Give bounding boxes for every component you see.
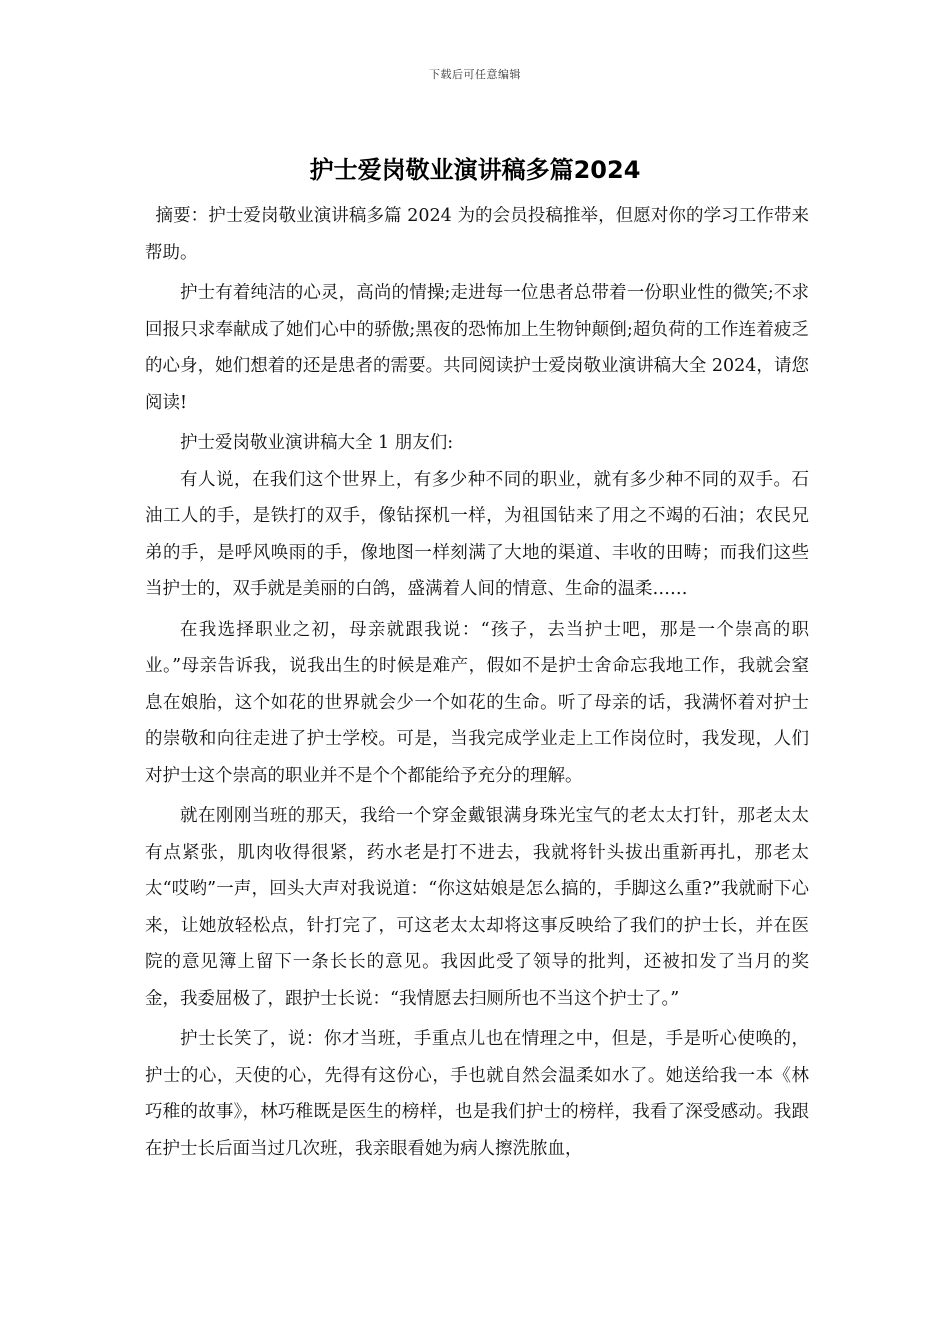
body-paragraph: 就在刚刚当班的那天，我给一个穿金戴银满身珠光宝气的老太太打针，那老太太有点紧张，肌肉收得很紧，药水老是打不进去，我就将针头拔出重新再扎，那老太太“哎哟”一声，回头大声对我说道：“你这姑娘是怎么搞的，手脚这么重?”我就耐下心来，让她放轻松点，针打完了，可这老太太却将这事反映给了我们的护士长，并在医院的意见簿上留下一条长长的意见。我因此受了领导的批判，还被扣发了当月的奖金，我委屈极了，跟护士长说：“我情愿去扫厕所也不当这个护士了。” [145, 806, 809, 1009]
section-heading: 护士爱岗敬业演讲稿大全 1 朋友们: [180, 433, 454, 453]
body-paragraph: 护士长笑了，说：你才当班，手重点儿也在情理之中，但是，手是听心使唤的，护士的心，天使的心，先得有这份心，手也就自然会温柔如水了。她送给我一本《林巧稚的故事》，林巧稚既是医生的榜样，也是我们护士的榜样，我看了深受感动。我跟在护士长后面当过几次班，我亲眼看她为病人擦洗脓血， [145, 1029, 809, 1159]
body-paragraph: 有人说，在我们这个世界上，有多少种不同的职业，就有多少种不同的双手。石油工人的手，是铁打的双手，像钻探机一样，为祖国钻来了用之不竭的石油；农民兄弟的手，是呼风唤雨的手，像地图一样刻满了大地的渠道、丰收的田畴；而我们这些当护士的，双手就是美丽的白鸽，盛满着人间的情意、生命的温柔…… [145, 469, 809, 599]
header-note: 下载后可任意编辑 [429, 68, 521, 81]
document-title: 护士爱岗敬业演讲稿多篇2024 [309, 156, 641, 184]
summary-paragraph: 摘要：护士爱岗敬业演讲稿多篇 2024 为的会员投稿推举，但愿对你的学习工作带来帮助。 [145, 206, 809, 263]
document-body [145, 198, 809, 1171]
intro-paragraph: 护士有着纯洁的心灵，高尚的情操;走进每一位患者总带着一份职业性的微笑;不求回报只求奉献成了她们心中的骄傲;黑夜的恐怖加上生物钟颠倒;超负荷的工作连着疲乏的心身，她们想着的还是患者的需要。共同阅读护士爱岗敬业演讲稿大全 2024，请您阅读! [145, 283, 809, 413]
body-paragraph: 在我选择职业之初，母亲就跟我说：“孩子，去当护士吧，那是一个崇高的职业。”母亲告诉我，说我出生的时候是难产，假如不是护士舍命忘我地工作，我就会窒息在娘胎，这个如花的世界就会少一个如花的生命。听了母亲的话，我满怀着对护士的崇敬和向往走进了护士学校。可是，当我完成学业走上工作岗位时，我发现，人们对护士这个崇高的职业并不是个个都能给予充分的理解。 [145, 619, 809, 786]
